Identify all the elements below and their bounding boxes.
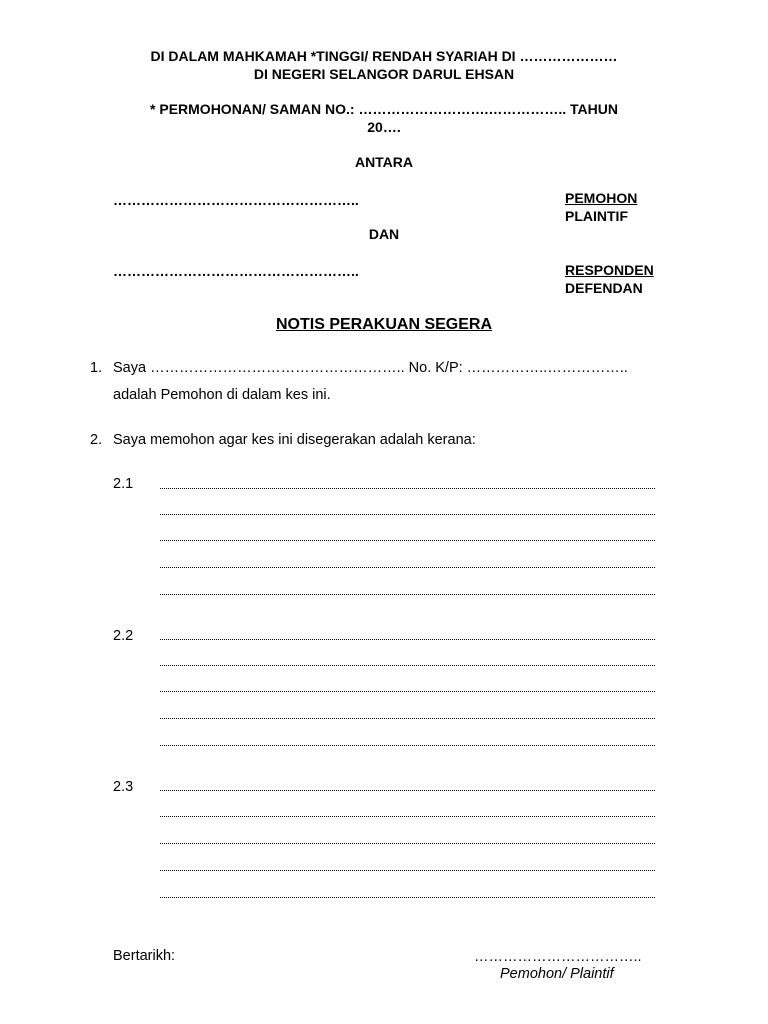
item1-number: 1. [90, 360, 103, 376]
plaintiff-name-blank: …………………………………………….. [113, 192, 359, 208]
subitem-2-1-blank-line[interactable] [160, 567, 655, 568]
court-header-line1: DI DALAM MAHKAMAH *TINGGI/ RENDAH SYARIAH DI ………………… [150, 48, 618, 64]
plaintiff-role-plaintif: PLAINTIF [565, 208, 628, 224]
dan-label: DAN [368, 226, 400, 242]
case-number-line: * PERMOHONAN/ SAMAN NO.: ……………………….…………….. TAHUN [150, 101, 618, 117]
subitem-2-2-label: 2.2 [113, 628, 134, 644]
subitem-2-2-blank-line[interactable] [160, 691, 655, 692]
signature-caption: Pemohon/ Plaintif [500, 966, 614, 982]
subitem-2-3-label: 2.3 [113, 779, 134, 795]
defendant-role-defendan: DEFENDAN [565, 280, 643, 296]
item1-continuation: adalah Pemohon di dalam kes ini. [113, 387, 331, 403]
plaintiff-role-pemohon: PEMOHON [565, 190, 638, 206]
subitem-2-1-blank-line[interactable] [160, 514, 655, 515]
subitem-2-1-label: 2.1 [113, 476, 134, 492]
dated-label: Bertarikh: [113, 948, 176, 964]
subitem-2-2-blank-line[interactable] [160, 745, 655, 746]
antara-label: ANTARA [354, 154, 414, 170]
subitem-2-3-blank-line[interactable] [160, 870, 655, 871]
subitem-2-2-blank-line[interactable] [160, 718, 655, 719]
defendant-name-blank: …………………………………………….. [113, 263, 359, 279]
subitem-2-3-blank-line[interactable] [160, 816, 655, 817]
subitem-2-1-blank-line[interactable] [160, 540, 655, 541]
item1-text: Saya …………………………………………….. No. K/P: ……………..…………….. [113, 360, 628, 376]
subitem-2-3-blank-line[interactable] [160, 843, 655, 844]
subitem-2-1-blank-line[interactable] [160, 488, 655, 489]
subitem-2-3-blank-line[interactable] [160, 897, 655, 898]
subitem-2-1-blank-line[interactable] [160, 594, 655, 595]
subitem-2-2-blank-line[interactable] [160, 639, 655, 640]
subitem-2-3-blank-line[interactable] [160, 790, 655, 791]
document-title: NOTIS PERAKUAN SEGERA [275, 316, 493, 333]
signature-blank: …………………………….. [474, 949, 642, 965]
court-header-line2: DI NEGERI SELANGOR DARUL EHSAN [253, 66, 515, 82]
defendant-role-responden: RESPONDEN [565, 262, 654, 278]
item2-number: 2. [90, 432, 103, 448]
item2-text: Saya memohon agar kes ini disegerakan adalah kerana: [113, 432, 476, 448]
subitem-2-2-blank-line[interactable] [160, 665, 655, 666]
case-year-line: 20…. [367, 119, 401, 135]
